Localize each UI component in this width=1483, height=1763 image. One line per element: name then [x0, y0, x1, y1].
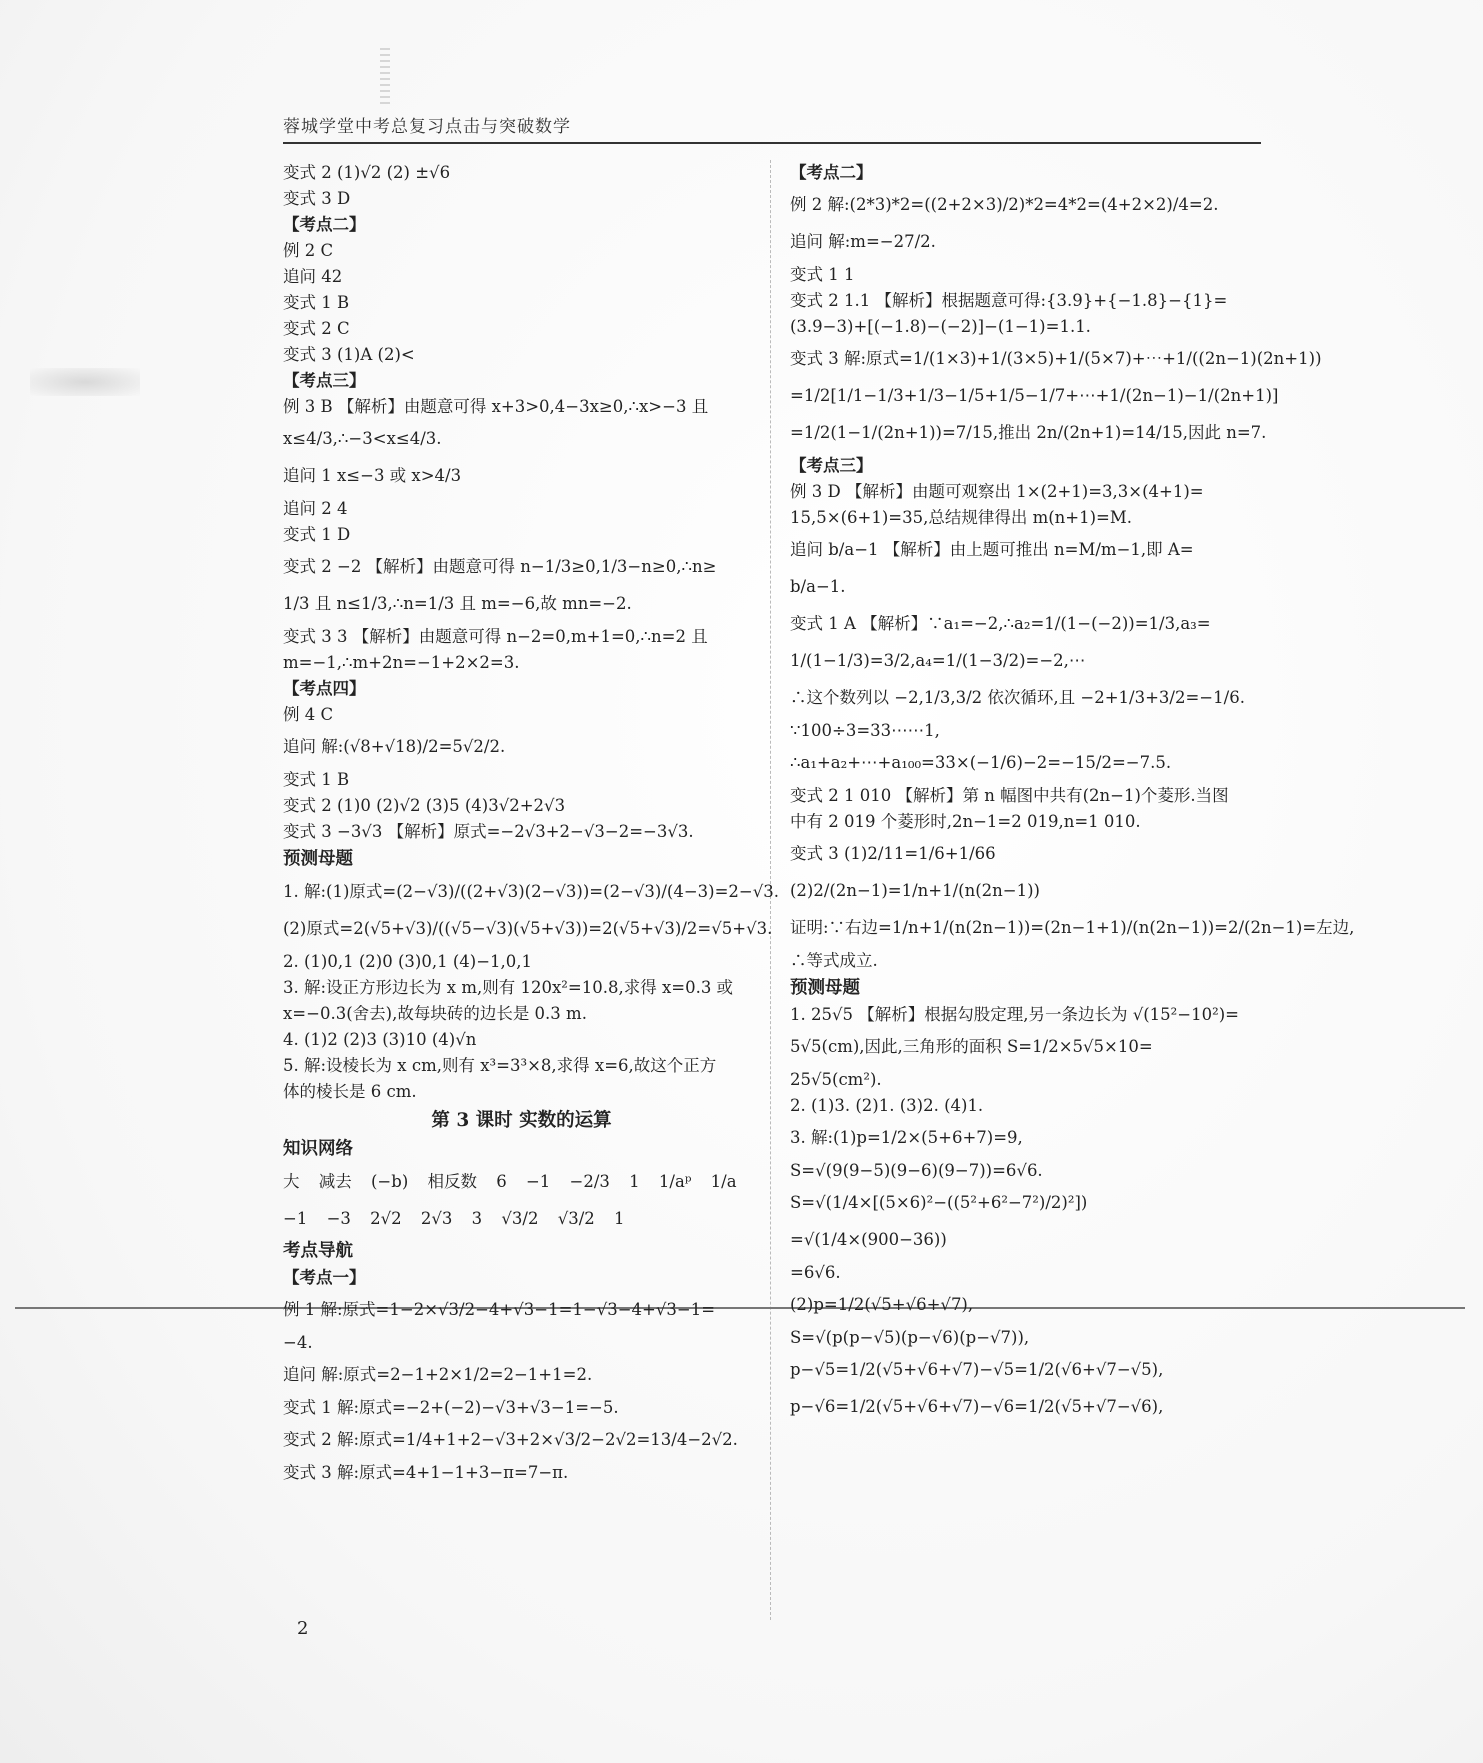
answer-line: −1 −3 2√2 2√3 3 √3/2 √3/2 1 [283, 1209, 625, 1228]
right-column [790, 160, 1355, 1427]
answer-line: 变式 3 3 【解析】由题意可得 n−2=0,m+1=0,∴n=2 且 [283, 627, 708, 646]
answer-line: 例 4 C [283, 705, 334, 724]
answer-line: 变式 1 D [283, 525, 351, 544]
answer-line: ∵100÷3=33⋯⋯1, [790, 721, 940, 740]
answer-line: 1. 25√5 【解析】根据勾股定理,另一条边长为 √(15²−10²)= [790, 1005, 1239, 1024]
answer-line: −4. [283, 1333, 313, 1352]
answer-line: 变式 3 解:原式=4+1−1+3−π=7−π. [283, 1463, 569, 1482]
answer-line: 追问 42 [283, 267, 343, 286]
answer-line: 体的棱长是 6 cm. [283, 1082, 417, 1101]
answer-line: 变式 3 (1)A (2)< [283, 345, 415, 364]
header-rule [283, 142, 1261, 144]
answer-line: 变式 3 解:原式=1/(1×3)+1/(3×5)+1/(5×7)+⋯+1/((2n−1)(2n+1)) [790, 349, 1322, 368]
topic-heading: 【考点三】 [283, 371, 366, 390]
answer-line: S=√(9(9−5)(9−6)(9−7))=6√6. [790, 1161, 1043, 1180]
section-heading: 预测母题 [790, 978, 860, 998]
answer-line: x≤4/3,∴−3<x≤4/3. [283, 429, 442, 448]
answer-line: 证明:∵右边=1/n+1/(n(2n−1))=(2n−1+1)/(n(2n−1))=2/(2n−1)=左边, [790, 918, 1355, 937]
answer-line: =1/2(1−1/(2n+1))=7/15,推出 2n/(2n+1)=14/15,因此 n=7. [790, 423, 1267, 442]
answer-line: 变式 3 D [283, 189, 351, 208]
answer-line: 变式 3 −3√3 【解析】原式=−2√3+2−√3−2=−3√3. [283, 822, 694, 841]
answer-line: 变式 2 1 010 【解析】第 n 幅图中共有(2n−1)个菱形.当图 [790, 786, 1229, 805]
answer-line: 4. (1)2 (2)3 (3)10 (4)√n [283, 1030, 477, 1049]
answer-line: x=−0.3(舍去),故每块砖的边长是 0.3 m. [283, 1004, 587, 1023]
answer-line: 例 3 D 【解析】由题可观察出 1×(2+1)=3,3×(4+1)= [790, 482, 1204, 501]
section-heading: 考点导航 [283, 1241, 353, 1261]
scan-artifact [380, 48, 390, 108]
answer-line: 变式 1 B [283, 770, 350, 789]
answer-line: 2. (1)3. (2)1. (3)2. (4)1. [790, 1096, 984, 1115]
answer-line: 大 减去 (−b) 相反数 6 −1 −2/3 1 1/aᵖ 1/a [283, 1172, 737, 1191]
answer-line: 5√5(cm),因此,三角形的面积 S=1/2×5√5×10= [790, 1037, 1153, 1056]
answer-line: b/a−1. [790, 577, 846, 596]
answer-line: 追问 解:(√8+√18)/2=5√2/2. [283, 737, 506, 756]
answer-line: (3.9−3)+[(−1.8)−(−2)]−(1−1)=1.1. [790, 317, 1091, 336]
answer-line: 3. 解:设正方形边长为 x m,则有 120x²=10.8,求得 x=0.3 或 [283, 978, 734, 997]
answer-line: 追问 解:原式=2−1+2×1/2=2−1+1=2. [283, 1365, 593, 1384]
answer-line: 追问 2 4 [283, 499, 348, 518]
answer-line: m=−1,∴m+2n=−1+2×2=3. [283, 653, 520, 672]
answer-line: 追问 解:m=−27/2. [790, 232, 936, 251]
answer-line: 例 1 解:原式=1−2×√3/2−4+√3−1=1−√3−4+√3−1= [283, 1300, 716, 1319]
answer-line: 变式 1 解:原式=−2+(−2)−√3+√3−1=−5. [283, 1398, 619, 1417]
answer-line: 例 2 C [283, 241, 334, 260]
answer-line: ∴a₁+a₂+⋯+a₁₀₀=33×(−1/6)−2=−15/2=−7.5. [790, 753, 1172, 772]
answer-line: 变式 2 1.1 【解析】根据题意可得:{3.9}+{−1.8}−{1}= [790, 291, 1228, 310]
topic-heading: 【考点四】 [283, 679, 366, 698]
answer-line: 变式 3 (1)2/11=1/6+1/66 [790, 844, 996, 863]
answer-line: 25√5(cm²). [790, 1070, 882, 1089]
answer-line: =1/2[1/1−1/3+1/3−1/5+1/5−1/7+⋯+1/(2n−1)−1/(2n+1)] [790, 386, 1279, 405]
left-column [283, 160, 779, 1486]
scan-smudge [30, 368, 140, 396]
answer-line: 变式 2 解:原式=1/4+1+2−√3+2×√3/2−2√2=13/4−2√2. [283, 1430, 738, 1449]
answer-line: S=√(p(p−√5)(p−√6)(p−√7)), [790, 1328, 1030, 1347]
page-header-title: 蓉城学堂中考总复习点击与突破数学 [283, 117, 571, 137]
answer-line: 中有 2 019 个菱形时,2n−1=2 019,n=1 010. [790, 812, 1141, 831]
section-heading: 知识网络 [283, 1139, 353, 1159]
answer-line: 2. (1)0,1 (2)0 (3)0,1 (4)−1,0,1 [283, 952, 532, 971]
answer-line: 变式 2 C [283, 319, 350, 338]
answer-line: (2)p=1/2(√5+√6+√7), [790, 1295, 974, 1314]
answer-line: 变式 2 −2 【解析】由题意可得 n−1/3≥0,1/3−n≥0,∴n≥ [283, 557, 717, 576]
answer-line: 5. 解:设棱长为 x cm,则有 x³=3³×8,求得 x=6,故这个正方 [283, 1056, 717, 1075]
topic-heading: 【考点三】 [790, 456, 873, 475]
answer-line: S=√(1/4×[(5×6)²−((5²+6²−7²)/2)²]) [790, 1193, 1088, 1212]
section-heading: 预测母题 [283, 849, 353, 869]
answer-line: 变式 1 1 [790, 265, 855, 284]
answer-line: (2)原式=2(√5+√3)/((√5−√3)(√5+√3))=2(√5+√3)/2=√5+√3. [283, 919, 773, 938]
answer-line: =6√6. [790, 1263, 841, 1282]
answer-line: 15,5×(6+1)=35,总结规律得出 m(n+1)=M. [790, 508, 1133, 527]
topic-heading: 【考点一】 [283, 1268, 366, 1287]
answer-line: 变式 2 (1)√2 (2) ±√6 [283, 163, 451, 182]
topic-heading: 【考点二】 [790, 163, 873, 182]
answer-line: 追问 b/a−1 【解析】由上题可推出 n=M/m−1,即 A= [790, 540, 1194, 559]
answer-line: 例 2 解:(2*3)*2=((2+2×3)/2)*2=4*2=(4+2×2)/4=2. [790, 195, 1219, 214]
answer-line: ∴这个数列以 −2,1/3,3/2 依次循环,且 −2+1/3+3/2=−1/6. [790, 688, 1245, 707]
answer-line: 追问 1 x≤−3 或 x>4/3 [283, 466, 462, 485]
answer-line: (2)2/(2n−1)=1/n+1/(n(2n−1)) [790, 881, 1040, 900]
lesson-title: 第 3 课时 实数的运算 [431, 1110, 612, 1131]
answer-line: 例 3 B 【解析】由题意可得 x+3>0,4−3x≥0,∴x>−3 且 [283, 397, 709, 416]
answer-line: 1/(1−1/3)=3/2,a₄=1/(1−3/2)=−2,⋯ [790, 651, 1086, 670]
answer-line: ∴等式成立. [790, 951, 878, 970]
answer-line: 变式 2 (1)0 (2)√2 (3)5 (4)3√2+2√3 [283, 796, 566, 815]
answer-line: p−√5=1/2(√5+√6+√7)−√5=1/2(√6+√7−√5), [790, 1360, 1164, 1379]
answer-line: =√(1/4×(900−36)) [790, 1230, 947, 1249]
answer-line: 3. 解:(1)p=1/2×(5+6+7)=9, [790, 1128, 1023, 1147]
answer-line: 1/3 且 n≤1/3,∴n=1/3 且 m=−6,故 mn=−2. [283, 594, 632, 613]
answer-line: 1. 解:(1)原式=(2−√3)/((2+√3)(2−√3))=(2−√3)/(4−3)=2−√3. [283, 882, 779, 901]
answer-line: p−√6=1/2(√5+√6+√7)−√6=1/2(√5+√7−√6), [790, 1397, 1164, 1416]
answer-line: 变式 1 A 【解析】∵a₁=−2,∴a₂=1/(1−(−2))=1/3,a₃= [790, 614, 1211, 633]
answer-line: 变式 1 B [283, 293, 350, 312]
page-number: 2 [297, 1618, 309, 1639]
topic-heading: 【考点二】 [283, 215, 366, 234]
